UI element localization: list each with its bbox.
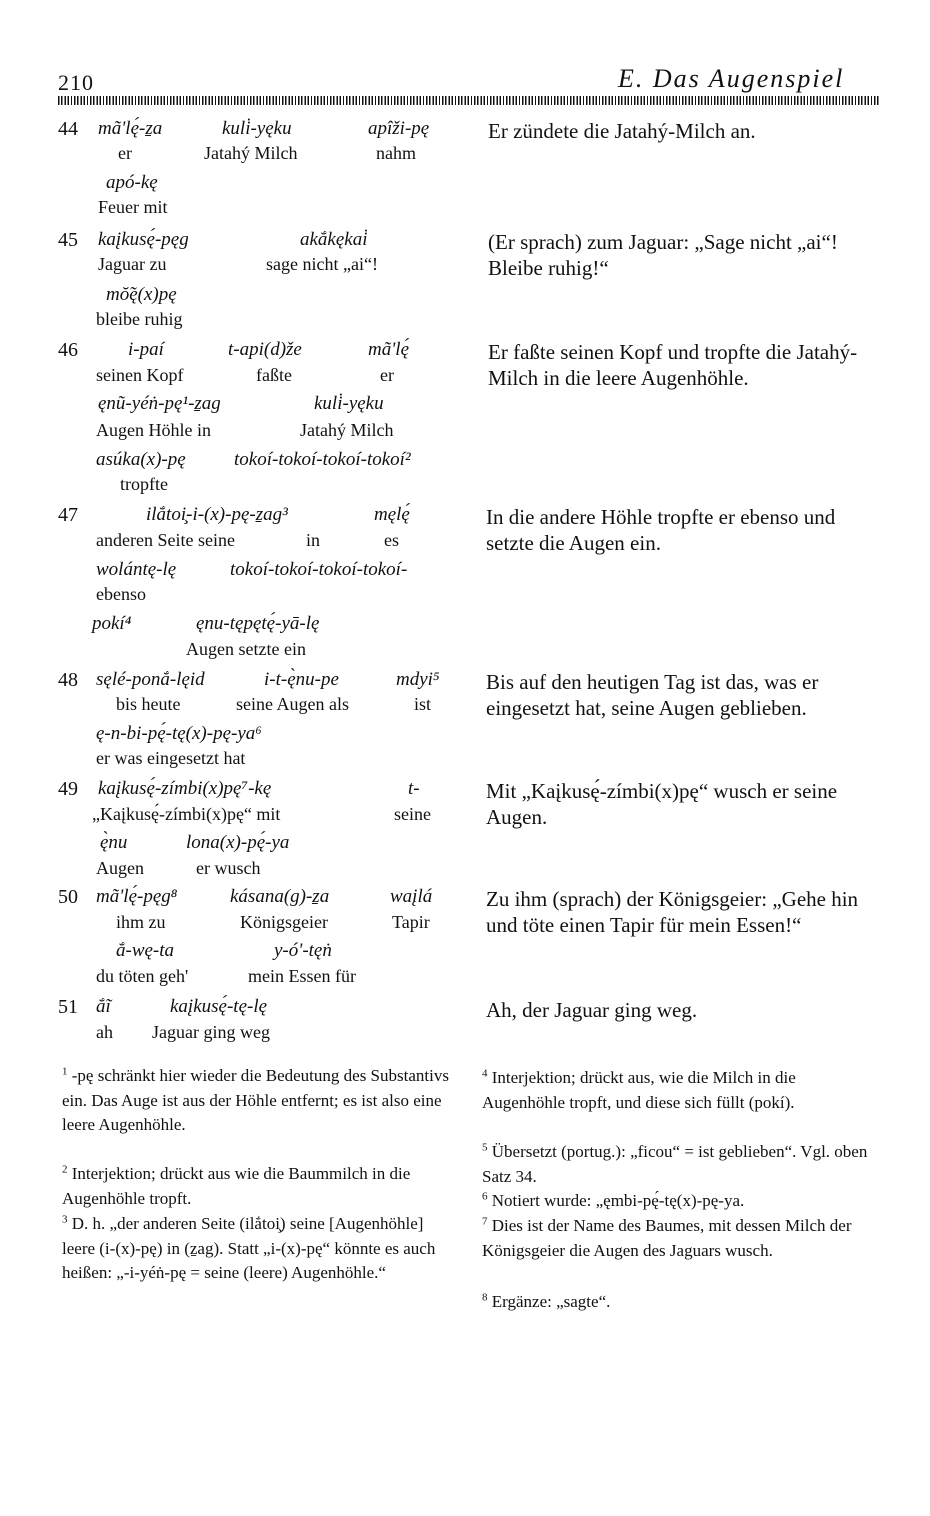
footnote-mark: 7 bbox=[482, 1215, 488, 1228]
gloss: sage nicht „ai“! bbox=[266, 254, 378, 274]
gloss: ist bbox=[414, 694, 432, 714]
translation: In die andere Höhle tropfte er ebenso und setzte die Augen ein. bbox=[486, 505, 836, 555]
native-word: ęnu-tępętę́-yā-lę bbox=[196, 613, 320, 634]
gloss: seine bbox=[394, 804, 431, 824]
footnote-mark: 3 bbox=[62, 1213, 68, 1226]
translation: Ah, der Jaguar ging weg. bbox=[486, 998, 698, 1022]
gloss: ebenso bbox=[96, 584, 146, 604]
native-word: kaįkusę́-zímbi(x)pę⁷-kę bbox=[98, 778, 272, 799]
header-rule bbox=[58, 96, 880, 105]
gloss: er bbox=[118, 143, 132, 163]
sentence-number: 47 bbox=[58, 504, 78, 526]
footnote-mark: 1 bbox=[62, 1065, 68, 1078]
footnote bbox=[62, 1064, 450, 1138]
sentence-number: 51 bbox=[58, 996, 78, 1018]
native-word: asúka(x)-pę bbox=[96, 449, 186, 470]
gloss: in bbox=[306, 530, 321, 550]
gloss: es bbox=[384, 530, 399, 550]
translation: (Er sprach) zum Jaguar: „Sage nicht „ai“! Bleibe ruhig!“ bbox=[488, 230, 838, 280]
sentence-number: 46 bbox=[58, 339, 78, 361]
native-word: waįlá bbox=[390, 886, 433, 907]
native-word: mdyi⁵ bbox=[396, 669, 440, 690]
native-word: y-ó'-tęṅ bbox=[274, 940, 332, 961]
native-word: tokoí-tokoí-tokoí-tokoí² bbox=[234, 449, 411, 470]
native-word: mã'lę́ bbox=[368, 339, 409, 360]
native-word: kásana(g)-ẕa bbox=[230, 886, 330, 907]
native-word: ę̀nu bbox=[100, 832, 128, 853]
native-word: mã'lę́-pęg⁸ bbox=[96, 886, 178, 907]
footnote bbox=[482, 1140, 878, 1189]
gloss: du töten geh' bbox=[96, 966, 189, 986]
footnote-text: Übersetzt (portug.): „ficou“ = ist geblieben“. Vgl. oben Satz 34. bbox=[482, 1142, 868, 1186]
native-word: apó-kę bbox=[106, 172, 158, 193]
native-word: ilắtoi̧-i-(x)-pę-ẕag³ bbox=[146, 504, 288, 525]
native-word: lona(x)-pę́-ya bbox=[186, 832, 290, 853]
footnote bbox=[482, 1189, 878, 1214]
gloss: nahm bbox=[376, 143, 416, 163]
native-word: kuli̇-yęku bbox=[222, 118, 292, 139]
gloss: „Kaįkusę́-zímbi(x)pę“ mit bbox=[92, 804, 281, 824]
gloss: faßte bbox=[256, 365, 292, 385]
gloss: anderen Seite seine bbox=[96, 530, 235, 550]
translation: Mit „Kaįkusę́-zímbi(x)pę“ wusch er seine Augen. bbox=[486, 779, 838, 829]
gloss: Jatahý Milch bbox=[300, 420, 394, 440]
sentence-number: 49 bbox=[58, 778, 78, 800]
footnote-text: D. h. „der anderen Seite (ilắtoi̧) seine [Augenhöhle] leere (i-(x)-pę) in (ẕag). Statt „i-(x)-pę“ könnte es auch heißen: „-i-yéṅ-pę = seine (leere) Augenhöhle.“ bbox=[62, 1214, 436, 1282]
footnote bbox=[482, 1066, 878, 1115]
gloss: ihm zu bbox=[116, 912, 166, 932]
sentence-number: 48 bbox=[58, 669, 78, 691]
native-word: sęlé-ponắ-lęid bbox=[96, 669, 205, 690]
gloss: tropfte bbox=[120, 474, 168, 494]
gloss: seine Augen als bbox=[236, 694, 349, 714]
native-word: i-paí bbox=[128, 339, 164, 360]
gloss: Feuer mit bbox=[98, 197, 168, 217]
footnote bbox=[482, 1290, 878, 1315]
native-word: ęnũ-yéṅ-pę¹-ẕag bbox=[98, 393, 221, 414]
gloss: er wusch bbox=[196, 858, 261, 878]
native-word: pokí⁴ bbox=[92, 613, 132, 634]
native-word: ę-n-bi-pę́-tę(x)-pę-ya⁶ bbox=[96, 723, 262, 744]
native-word: męlę́ bbox=[374, 504, 410, 525]
gloss: seinen Kopf bbox=[96, 365, 184, 385]
gloss: Augen setzte ein bbox=[186, 639, 306, 659]
gloss: mein Essen für bbox=[248, 966, 356, 986]
footnote-text: Interjektion; drückt aus, wie die Milch in die Augenhöhle tropft, und diese sich füllt (pokí). bbox=[482, 1068, 796, 1112]
footnote-text: Dies ist der Name des Baumes, mit dessen Milch der Königsgeier die Augen des Jaguars wusch. bbox=[482, 1216, 852, 1260]
sentence-number: 45 bbox=[58, 229, 78, 251]
gloss: Jaguar zu bbox=[98, 254, 167, 274]
gloss: Jaguar ging weg bbox=[152, 1022, 270, 1042]
gloss: er bbox=[380, 365, 394, 385]
native-word: kaįkusę́-pęg bbox=[98, 229, 189, 250]
footnote-mark: 8 bbox=[482, 1291, 488, 1304]
gloss: er was eingesetzt hat bbox=[96, 748, 246, 768]
translation: Er zündete die Jatahý-Milch an. bbox=[488, 119, 756, 143]
gloss: ah bbox=[96, 1022, 113, 1042]
gloss: bis heute bbox=[116, 694, 181, 714]
sentence-number: 44 bbox=[58, 118, 78, 140]
footnote bbox=[62, 1212, 450, 1286]
footnote-text: Notiert wurde: „ęmbi-pę́-tę(x)-pę-ya. bbox=[491, 1191, 745, 1210]
native-word: kaįkusę́-tę-lę bbox=[170, 996, 268, 1017]
gloss: Tapir bbox=[392, 912, 430, 932]
native-word: ắ-wę-ta bbox=[116, 940, 175, 961]
native-word: wolántę-lę bbox=[96, 559, 177, 580]
footnote-text: -pę schränkt hier wieder die Bedeutung des Substantivs ein. Das Auge ist aus der Höhle entfernt; es ist also eine leere Augenhöhle. bbox=[62, 1066, 449, 1134]
footnote-mark: 6 bbox=[482, 1190, 488, 1203]
native-word: akắkękai̇ bbox=[300, 229, 368, 250]
native-word: ắĩ bbox=[96, 996, 111, 1017]
footnote-text: Interjektion; drückt aus wie die Baummilch in die Augenhöhle tropft. bbox=[62, 1164, 411, 1208]
native-word: t-api(d)že bbox=[228, 339, 302, 360]
native-word: mã'lę́-ẕa bbox=[98, 118, 163, 139]
gloss: Augen Höhle in bbox=[96, 420, 211, 440]
page-number: 210 bbox=[58, 70, 94, 95]
footnote-text: Ergänze: „sagte“. bbox=[491, 1292, 611, 1311]
sentence-number: 50 bbox=[58, 886, 78, 908]
translation: Bis auf den heutigen Tag ist das, was er eingesetzt hat, seine Augen geblieben. bbox=[486, 670, 819, 720]
native-word: apîži-pę bbox=[368, 118, 430, 139]
gloss: Königsgeier bbox=[240, 912, 328, 932]
footnote bbox=[482, 1214, 878, 1263]
native-word: mŏ̃ę(x)pę bbox=[106, 284, 177, 305]
footnote bbox=[62, 1162, 450, 1211]
native-word: t- bbox=[408, 778, 420, 799]
footnote-mark: 4 bbox=[482, 1067, 488, 1080]
translation: Zu ihm (sprach) der Königsgeier: „Gehe hin und töte einen Tapir für mein Essen!“ bbox=[486, 887, 859, 937]
translation: Er faßte seinen Kopf und tropfte die Jatahý-Milch in die leere Augenhöhle. bbox=[488, 340, 858, 390]
footnote-mark: 2 bbox=[62, 1163, 68, 1176]
gloss: Augen bbox=[96, 858, 144, 878]
footnote-mark: 5 bbox=[482, 1141, 488, 1154]
running-title: E. Das Augenspiel bbox=[618, 64, 845, 93]
gloss: Jatahý Milch bbox=[204, 143, 298, 163]
gloss: bleibe ruhig bbox=[96, 309, 183, 329]
native-word: i-t-ę̀nu-pe bbox=[264, 669, 339, 690]
native-word: tokoí-tokoí-tokoí-tokoí- bbox=[230, 559, 408, 580]
native-word: kuli̇-yęku bbox=[314, 393, 384, 414]
